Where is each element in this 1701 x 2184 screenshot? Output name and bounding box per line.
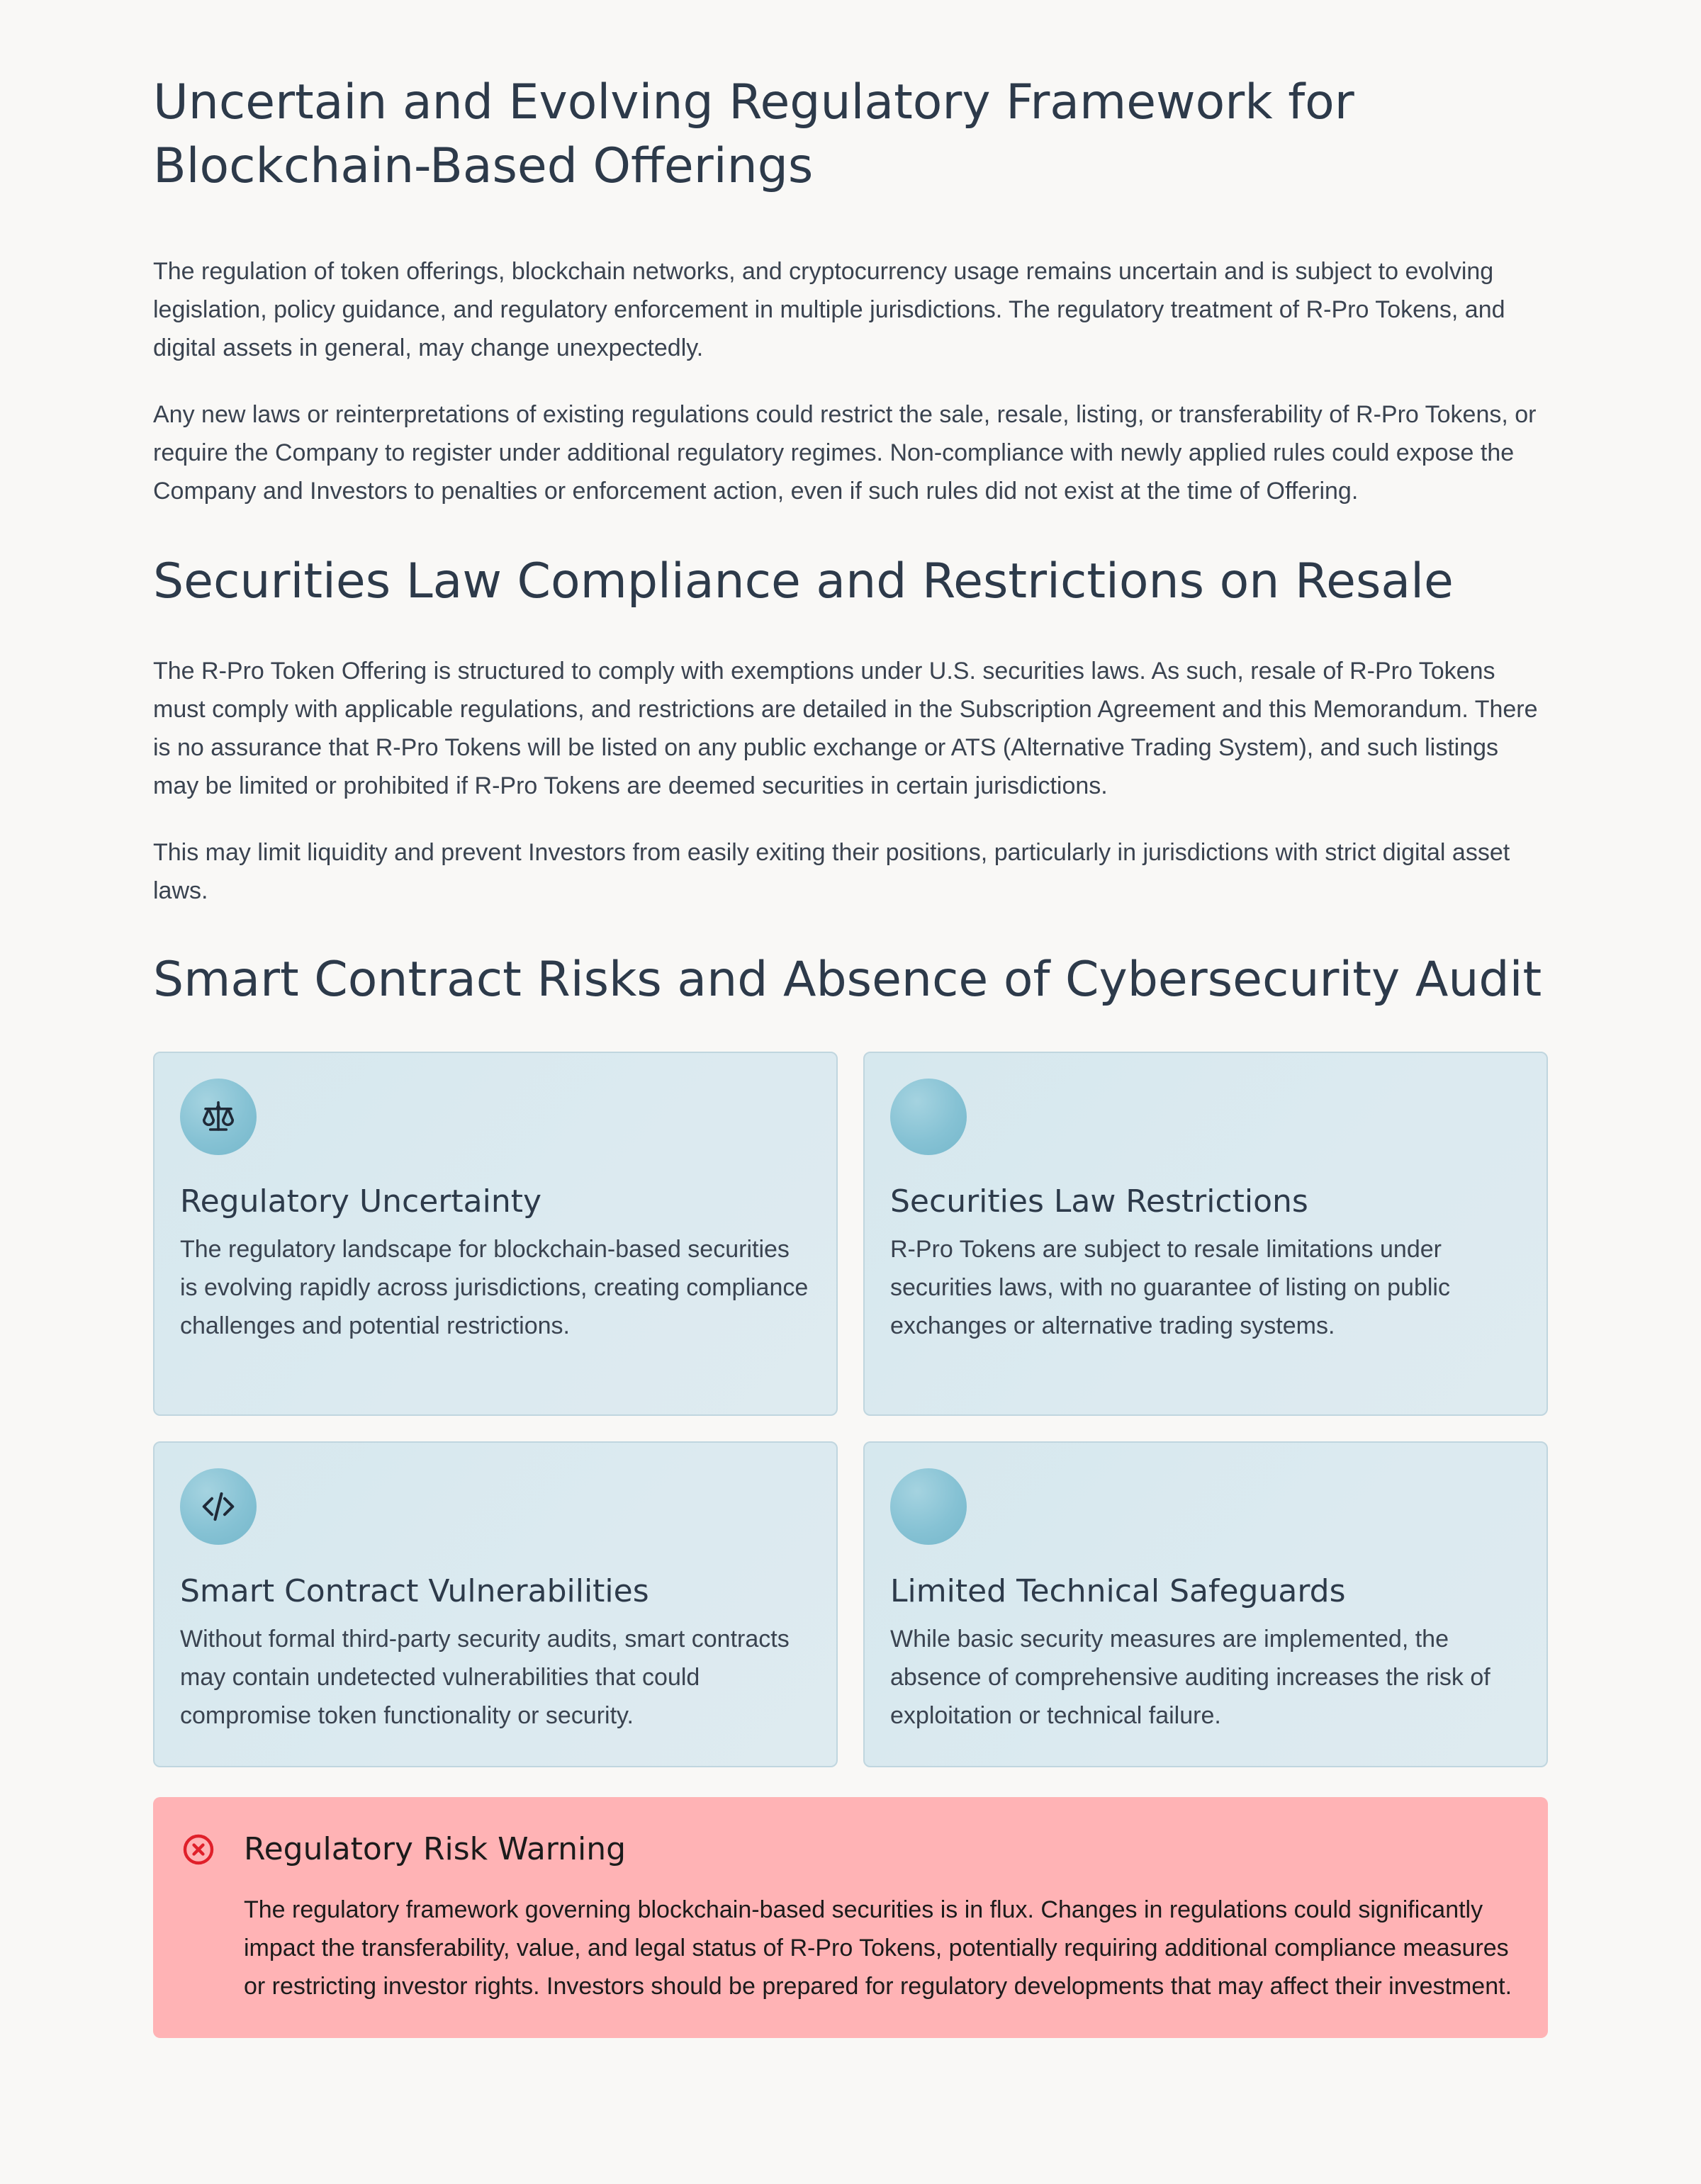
warning-text: The regulatory framework governing blockchain-based securities is in flux. Changes in regulations could significantly impact the transferability, value, and legal status of R-Pro Tokens, potentially requiring additional compliance measures or restricting investor rights. Investors should be prepared for regulatory developments that may affect their investment.: [244, 1896, 1512, 2000]
risk-card-smart-contract-vulnerabilities: [153, 1441, 838, 1767]
card-description: While basic security measures are implemented, the absence of comprehensive auditing increases the risk of exploitation or technical failure.: [890, 1626, 1491, 1729]
risk-card-regulatory-uncertainty: [153, 1052, 838, 1416]
paragraph: Any new laws or reinterpretations of existing regulations could restrict the sale, resale, listing, or transferability of R-Pro Tokens, or require the Company to register under additional regulatory regimes. Non-compliance with newly applied rules could expose the Company and Investors to penalties or enforcement action, even if such rules did not exist at the time of Offering.: [153, 401, 1537, 505]
card-title: Smart Contract Vulnerabilities: [180, 1573, 649, 1609]
section-title-securities-law: Securities Law Compliance and Restrictions on Resale: [153, 553, 1454, 609]
code-icon: [180, 1468, 257, 1545]
regulatory-risk-warning-box: [153, 1797, 1548, 2038]
paragraph: This may limit liquidity and prevent Investors from easily exiting their positions, particularly in jurisdictions with strict digital asset laws.: [153, 839, 1510, 904]
blank-icon: [890, 1079, 967, 1155]
risk-card-securities-law-restrictions: [863, 1052, 1548, 1416]
card-description: The regulatory landscape for blockchain-based securities is evolving rapidly across jurisdictions, creating compliance challenges and potential restrictions.: [180, 1236, 809, 1339]
card-title: Securities Law Restrictions: [890, 1183, 1308, 1220]
document-page: [153, 0, 1548, 2038]
risk-card-limited-technical-safeguards: [863, 1441, 1548, 1767]
warning-title: Regulatory Risk Warning: [244, 1831, 627, 1867]
scale-icon: [180, 1079, 257, 1155]
section-title-smart-contract-risks: Smart Contract Risks and Absence of Cybersecurity Audit: [153, 952, 1542, 1008]
card-title: Regulatory Uncertainty: [180, 1183, 542, 1220]
card-title: Limited Technical Safeguards: [890, 1573, 1346, 1609]
section-title-regulatory-framework: Uncertain and Evolving Regulatory Framework for Blockchain-Based Offerings: [153, 74, 1354, 194]
paragraph: The R-Pro Token Offering is structured to comply with exemptions under U.S. securities laws. As such, resale of R-Pro Tokens must comply with applicable regulations, and restrictions are detailed in the Subscription Agreement and this Memorandum. There is no assurance that R-Pro Tokens will be listed on any public exchange or ATS (Alternative Trading System), and such listings may be limited or prohibited if R-Pro Tokens are deemed securities in certain jurisdictions.: [153, 658, 1538, 799]
blank-icon: [890, 1468, 967, 1545]
error-circle-icon: [181, 1833, 215, 1867]
paragraph: The regulation of token offerings, blockchain networks, and cryptocurrency usage remains uncertain and is subject to evolving legislation, policy guidance, and regulatory enforcement in multiple jurisdictions. The regulatory treatment of R-Pro Tokens, and digital assets in general, may change unexpectedly.: [153, 258, 1505, 361]
card-description: Without formal third-party security audits, smart contracts may contain undetected vulnerabilities that could compromise token functionality or security.: [180, 1626, 790, 1729]
risk-cards-grid: [153, 1052, 1548, 1767]
card-description: R-Pro Tokens are subject to resale limitations under securities laws, with no guarantee of listing on public exchanges or alternative trading systems.: [890, 1236, 1450, 1339]
